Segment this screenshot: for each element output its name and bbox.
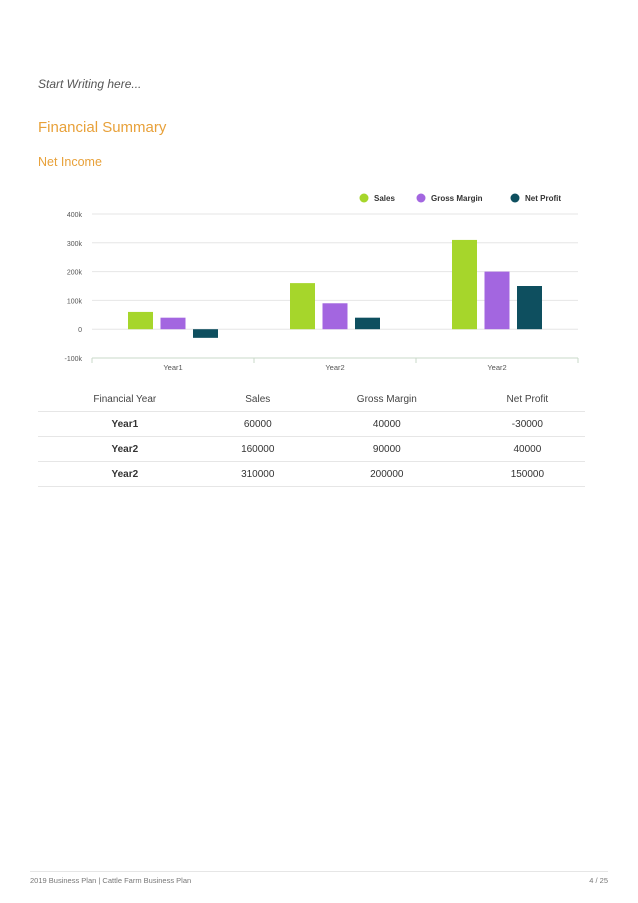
y-tick-label: 400k — [66, 212, 82, 219]
y-tick-label: 300k — [66, 240, 82, 248]
cell-year: Year2 — [38, 462, 212, 487]
footer-document-title: 2019 Business Plan | Cattle Farm Business Plan — [30, 876, 192, 885]
bar-sales — [128, 312, 153, 329]
bar-gross-margin — [323, 303, 348, 329]
cell-net-profit: -30000 — [470, 412, 585, 437]
table-row — [38, 462, 585, 487]
legend-marker — [417, 194, 426, 203]
legend-label: Sales — [374, 194, 395, 203]
y-tick-label: 200k — [66, 269, 82, 277]
cell-gross-margin: 90000 — [304, 437, 470, 462]
cell-gross-margin: 40000 — [304, 412, 470, 437]
y-tick-label: 0 — [78, 327, 82, 335]
x-tick-label: Year2 — [487, 363, 507, 372]
cell-sales: 310000 — [212, 462, 304, 487]
bar-gross-margin — [161, 318, 186, 330]
cell-sales: 160000 — [212, 437, 304, 462]
cell-sales: 60000 — [212, 412, 304, 437]
bar-net-profit — [517, 286, 542, 329]
table-header-row — [38, 387, 585, 412]
cell-gross-margin: 200000 — [304, 462, 470, 487]
x-tick-label: Year2 — [325, 363, 345, 372]
table-row — [38, 437, 585, 462]
cell-year: Year2 — [38, 437, 212, 462]
legend-marker — [511, 194, 520, 203]
header-financial-year: Financial Year — [38, 387, 212, 412]
cell-net-profit: 150000 — [470, 462, 585, 487]
cell-net-profit: 40000 — [470, 437, 585, 462]
intro-text: Start Writing here... — [38, 77, 142, 91]
y-tick-label: 100k — [66, 298, 82, 306]
legend-label: Net Profit — [525, 194, 561, 203]
section-title: Financial Summary — [38, 119, 167, 136]
bar-net-profit — [193, 329, 218, 338]
y-tick-label: -100k — [64, 356, 82, 363]
x-tick-label: Year1 — [163, 363, 183, 372]
subsection-title: Net Income — [38, 155, 102, 169]
table-row — [38, 412, 585, 437]
net-income-chart — [0, 180, 638, 380]
header-net-profit: Net Profit — [470, 387, 585, 412]
legend-label: Gross Margin — [431, 194, 483, 203]
bar-sales — [290, 283, 315, 329]
bar-net-profit — [355, 318, 380, 330]
financial-table — [38, 387, 585, 487]
bar-sales — [452, 240, 477, 329]
header-sales: Sales — [212, 387, 304, 412]
legend-marker — [360, 194, 369, 203]
header-gross-margin: Gross Margin — [304, 387, 470, 412]
cell-year: Year1 — [38, 412, 212, 437]
footer-page-number: 4 / 25 — [589, 876, 608, 885]
footer-divider — [30, 871, 608, 872]
bar-gross-margin — [485, 272, 510, 330]
